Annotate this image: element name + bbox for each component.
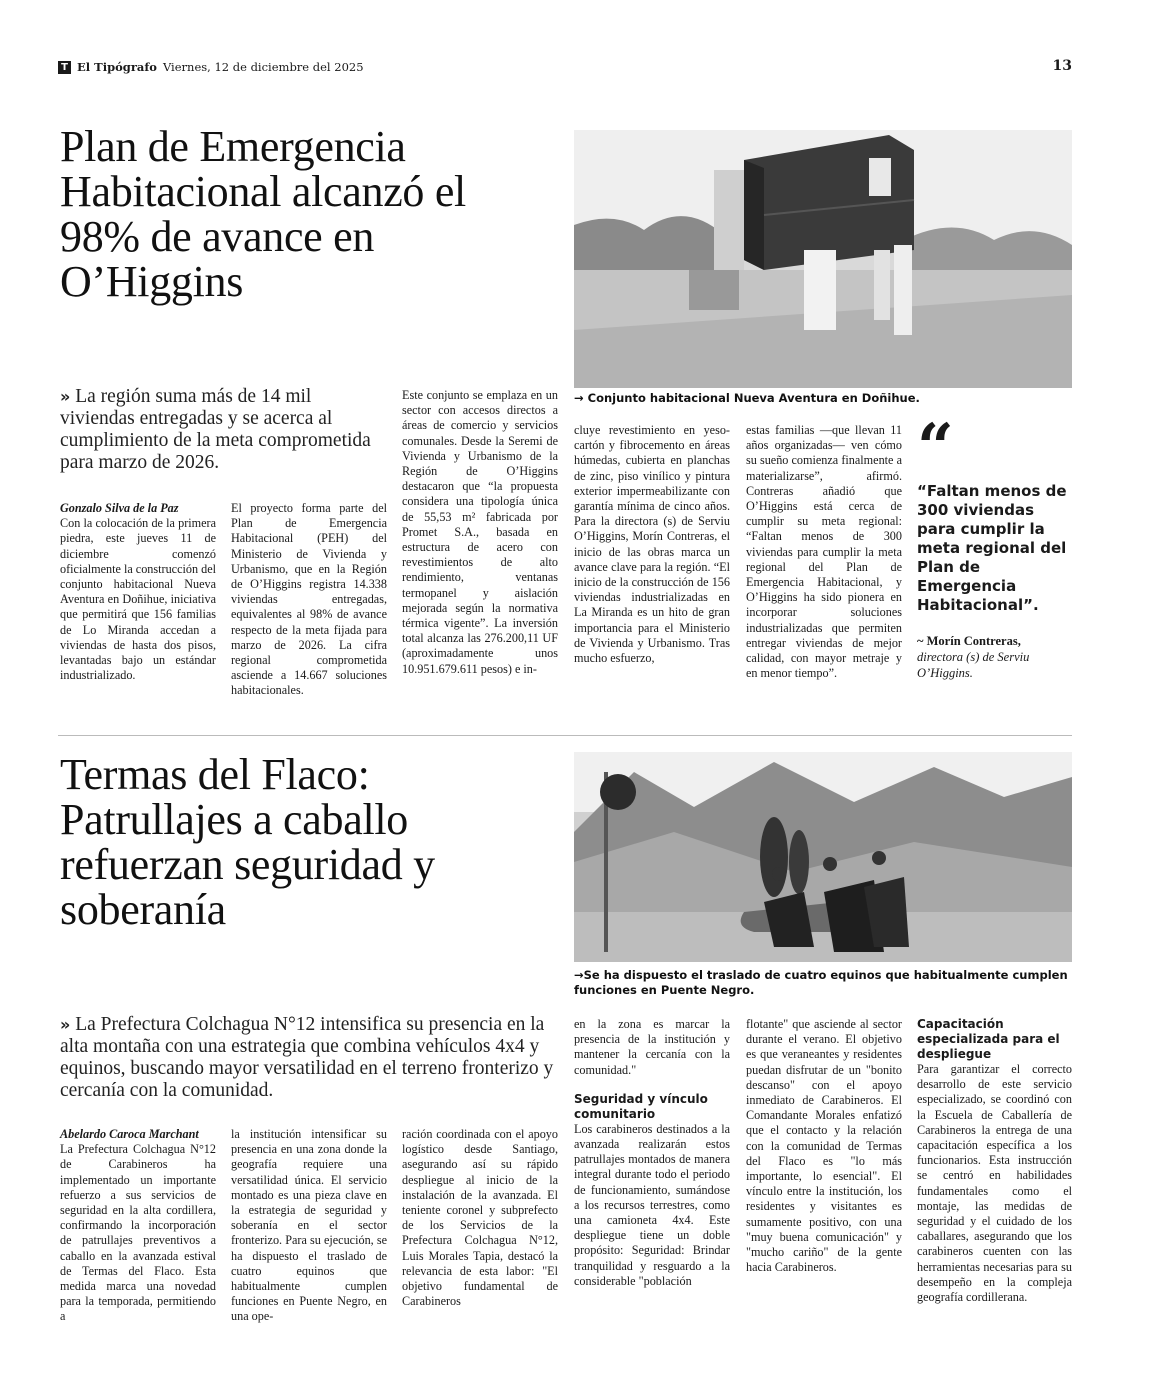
lead-marker: » bbox=[60, 1015, 71, 1034]
page-number: 13 bbox=[1052, 58, 1072, 74]
article2-subhead-1: Seguridad y vínculo comunitario bbox=[574, 1091, 708, 1121]
quote-role: directora (s) de Serviu O’Higgins. bbox=[917, 650, 1030, 680]
article1-column-2 bbox=[231, 501, 387, 699]
article2-col4-body: Los carabineros destinados a la avanzada realizarán estos patrullajes montados de manera integral durante todo el periodo de funcionamiento, sumándose a los recursos terrestres, como una camioneta 4x4. Este despliegue tiene un doble propósito: Seguridad: Brindar tranquilidad y resguardo a la considerable "población bbox=[574, 1121, 730, 1288]
article1-col3-text: Este conjunto se emplaza en un sector con accesos directos a áreas de comercio y servicios comunales. Desde la Seremi de Vivienda y Urbanismo de la Región de O’Higgins destacaron que “la propuesta considera una tipología única de 55,53 m² fabricada por Promet S.A., basada en estructura de acero con revestimientos de alto rendimiento, ventanas termopanel y aislación mejorada según la normativa térmica vigente”. La inversión total alcanza las 276.200,11 UF (aproximadamente unos 10.951.679.611 pesos) e in- bbox=[402, 388, 558, 676]
article1-col1-text: Con la colocación de la primera piedra, este jueves 11 de diciembre comenzó oficialmente la construcción del conjunto habitacional Nueva Aventura en Doñihue, iniciativa que permitirá que 156 familias de Lo Miranda accedan a viviendas de hasta dos pisos, levantadas bajo un estándar industrializado. bbox=[60, 516, 217, 683]
article1-column-3 bbox=[402, 388, 558, 677]
article2-column-1 bbox=[60, 1127, 216, 1325]
article1-col5-text: estas familias —que llevan 11 años organizadas— ven cómo su sueño comienza finalmente a materializarse”, afirmó. Contreras añadió que O’Higgins está cerca de cumplir su meta regional: “Faltan menos de 300 viviendas para cumplir la meta regional del Plan de Emergencia Habitacional, y O’Higgins ha sido pionera en incorporar soluciones industrializadas que permiten entregar viviendas de mejor calidad, con mayor metraje y en menor tiempo”. bbox=[746, 423, 902, 681]
article2-headline: Termas del Flaco: Patrullajes a caballo refuerzan seguridad y soberanía bbox=[60, 750, 435, 934]
newspaper-logo: T bbox=[58, 61, 71, 74]
article2-col5-text: flotante" que asciende al sector durante el verano. El objetivo es que veraneantes y residentes puedan disfrutar de un "bonito descanso" con el apoyo inmediato de Carabineros. El Comandante Morales enfatizó que el contacto y la relación con la comunidad de Termas del Flaco es "lo más importante, lo esencial". El vínculo entre la institución, los residentes y visitantes es sumamente positivo, con una "muy buena comunicación" y "mucho cariño" de la gente hacia Carabineros. bbox=[746, 1017, 902, 1275]
article2-col2-text: la institución intensificar su presencia en una zona donde la geografía requiere una versatilidad única. El servicio montado es una pieza clave en la estrategia de seguridad y soberanía en el sector fronterizo. Para su ejecución, se ha dispuesto el traslado de cuatro equinos que habitualmente cumplen funciones en Puente Negro, en una ope- bbox=[231, 1127, 387, 1324]
article1-column-1 bbox=[60, 501, 216, 683]
article1-lead bbox=[60, 386, 390, 474]
article1-column-5 bbox=[746, 423, 902, 681]
photo1-caption: → Conjunto habitacional Nueva Aventura en Doñihue. bbox=[574, 391, 920, 405]
section-divider bbox=[58, 735, 1072, 736]
article2-col1-text: La Prefectura Colchagua N°12 de Carabineros ha implementado un importante refuerzo a sus servicios de seguridad en la alta cordillera, confirmando la incorporación de patrullajes preventivos a caballo en la avanzada estival de Termas del Flaco. Esta medida marca una novedad para la temporada, permitiendo a bbox=[60, 1142, 216, 1324]
photo2-caption: →Se ha dispuesto el traslado de cuatro equinos que habitualmente cumplen funciones en Puente Negro. bbox=[574, 968, 1068, 997]
article2-lead bbox=[60, 1014, 556, 1102]
article1-column-4 bbox=[574, 423, 730, 666]
article1-headline: Plan de Emergencia Habitacional alcanzó el 98% de avance en O’Higgins bbox=[60, 122, 466, 306]
lead-marker: » bbox=[60, 387, 71, 406]
article2-subhead-2: Capacitación especializada para el despliegue bbox=[917, 1017, 1060, 1061]
article1-col4-text: cluye revestimiento en yeso-cartón y fibrocemento en áreas húmedas, cubierta en planchas de zinc, piso vinílico y pintura exterior impermeabilizante con garantía mínima de cinco años. Para la directora (s) de Serviu O’Higgins, Morín Contreras, el inicio de las obras marca un avance clave para la región. “El inicio de la construcción de 156 viviendas industrializadas en La Miranda es un hito de gran importancia para el Ministerio de Vivienda y Urbanismo. Tras mucho esfuerzo, bbox=[574, 423, 730, 666]
housing-photo bbox=[574, 130, 1072, 388]
newspaper-name: El Tipógrafo bbox=[77, 60, 157, 74]
quote-mark-icon: “ bbox=[917, 410, 954, 485]
article1-col2-text: El proyecto forma parte del Plan de Emergencia Habitacional (PEH) del Ministerio de Vivienda y Urbanismo, que en la Región de O’Higgins registra 14.338 viviendas entregadas, equivalentes al 98% de avance respecto de la meta fijada para marzo de 2026. La cifra regional comprometida asciende a 14.667 soluciones habitacionales. bbox=[231, 501, 387, 698]
article1-byline: Gonzalo Silva de la Paz bbox=[60, 501, 179, 515]
article2-col6-body: Para garantizar el correcto desarrollo de este servicio especializado, se coordinó con la Escuela de Caballería de Carabineros la entrega de una capacitación específica a los funcionarios. Esta instrucción se centró en habilidades fundamentales como el montaje, las medidas de seguridad y el cuidado de los caballares, asegurando que los carabineros cuenten con las herramientas necesarias para su desempeño en la compleja geografía cordillerana. bbox=[917, 1062, 1072, 1305]
masthead bbox=[58, 60, 364, 74]
article2-byline: Abelardo Caroca Marchant bbox=[60, 1127, 199, 1141]
horse-patrol-photo bbox=[574, 752, 1072, 962]
pull-quote-text: “Faltan menos de 300 viviendas para cumplir la meta regional del Plan de Emergencia Habitacional”. bbox=[917, 482, 1067, 614]
article2-column-3 bbox=[402, 1127, 558, 1309]
article2-column-4 bbox=[574, 1017, 730, 1289]
article2-col4-top: en la zona es marcar la presencia de la institución y mantener la cercanía con la comunidad." bbox=[574, 1017, 730, 1077]
article2-column-2 bbox=[231, 1127, 387, 1325]
issue-date: Viernes, 12 de diciembre del 2025 bbox=[162, 60, 364, 74]
article2-col3-text: ración coordinada con el apoyo logístico desde Santiago, asegurando así su rápido despliegue al inicio de la instalación de la avanzada. El teniente coronel y subprefecto de los Servicios de la Prefectura Colchagua N°12, Luis Morales Tapia, destacó la relevancia de esta labor: "El objetivo fundamental de Carabineros bbox=[402, 1127, 558, 1309]
pull-quote bbox=[917, 410, 1072, 681]
article2-column-6 bbox=[917, 1017, 1072, 1305]
article2-lead-text: La Prefectura Colchagua N°12 intensifica su presencia en la alta montaña con una estrategia que combina vehículos 4x4 y equinos, buscando mayor versatilidad en el terreno fronterizo y cercanía con la comunidad. bbox=[60, 1014, 554, 1101]
quote-author: ~ Morín Contreras, bbox=[917, 634, 1021, 648]
article1-lead-text: La región suma más de 14 mil viviendas entregadas y se acerca al cumplimiento de la meta comprometida para marzo de 2026. bbox=[60, 386, 371, 473]
article2-column-5 bbox=[746, 1017, 902, 1275]
